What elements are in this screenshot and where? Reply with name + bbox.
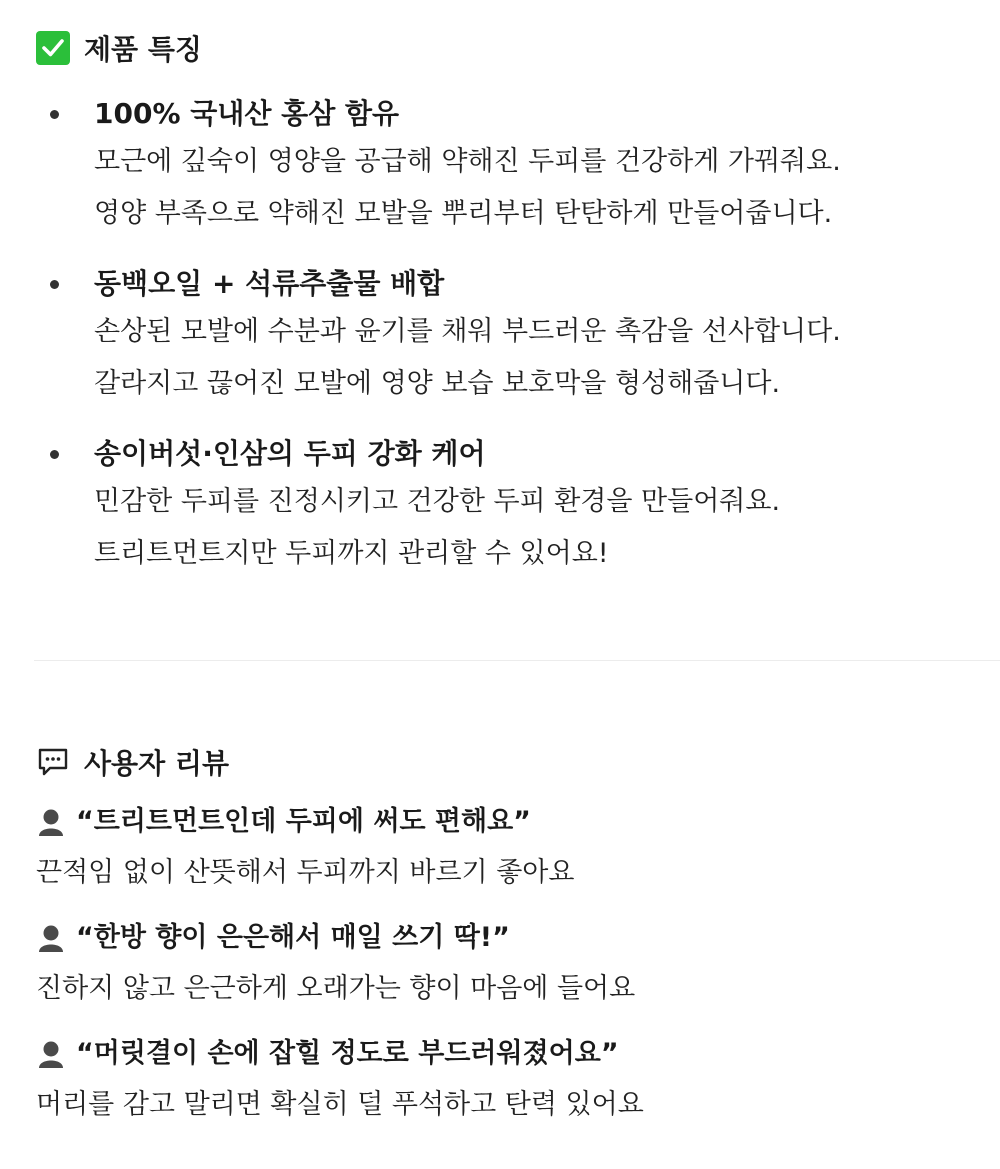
reviews-heading (36, 742, 229, 782)
feature-title: 100% 국내산 홍삼 함유 (94, 97, 400, 130)
feature-line: 트리트먼트지만 두피까지 관리할 수 있어요! (94, 538, 609, 569)
review-title-row (36, 916, 986, 960)
feature-item (36, 262, 986, 410)
section-divider (34, 660, 1000, 661)
review-title: “트리트먼트인데 두피에 써도 편해요” (76, 806, 531, 837)
review-text: 끈적임 없이 산뜻해서 두피까지 바르기 좋아요 (36, 857, 575, 888)
feature-line: 영양 부족으로 약해진 모발을 뿌리부터 탄탄하게 만들어줍니다. (94, 198, 833, 229)
person-icon (36, 806, 66, 838)
bullet-icon (50, 280, 59, 289)
feature-line: 갈라지고 끊어진 모발에 영양 보습 보호막을 형성해줍니다. (94, 368, 781, 399)
review-item (36, 916, 986, 1018)
feature-item (36, 432, 986, 580)
feature-line: 손상된 모발에 수분과 윤기를 채워 부드러운 촉감을 선사합니다. (94, 316, 841, 347)
review-text: 머리를 감고 말리면 확실히 덜 푸석하고 탄력 있어요 (36, 1089, 644, 1120)
person-icon (36, 1038, 66, 1070)
check-icon (36, 31, 70, 65)
review-title: “한방 향이 은은해서 매일 쓰기 딱!” (76, 922, 510, 953)
reviews-list (36, 800, 986, 1148)
person-icon (36, 922, 66, 954)
speech-bubble-icon (36, 745, 70, 779)
features-heading (36, 28, 202, 68)
bullet-icon (50, 450, 59, 459)
bullet-icon (50, 110, 59, 119)
feature-title: 송이버섯·인삼의 두피 강화 케어 (94, 437, 486, 470)
feature-line: 모근에 깊숙이 영양을 공급해 약해진 두피를 건강하게 가꿔줘요. (94, 146, 841, 177)
feature-item (36, 92, 986, 240)
review-item (36, 1032, 986, 1134)
features-title: 제품 특징 (84, 33, 202, 66)
review-title-row (36, 1032, 986, 1076)
features-list (36, 92, 986, 602)
review-title: “머릿결이 손에 잡힐 정도로 부드러워졌어요” (76, 1038, 619, 1069)
review-item (36, 800, 986, 902)
review-title-row (36, 800, 986, 844)
feature-line: 민감한 두피를 진정시키고 건강한 두피 환경을 만들어줘요. (94, 486, 781, 517)
reviews-title: 사용자 리뷰 (84, 747, 229, 780)
review-text: 진하지 않고 은근하게 오래가는 향이 마음에 들어요 (36, 973, 636, 1004)
feature-title: 동백오일 + 석류추출물 배합 (94, 267, 445, 300)
